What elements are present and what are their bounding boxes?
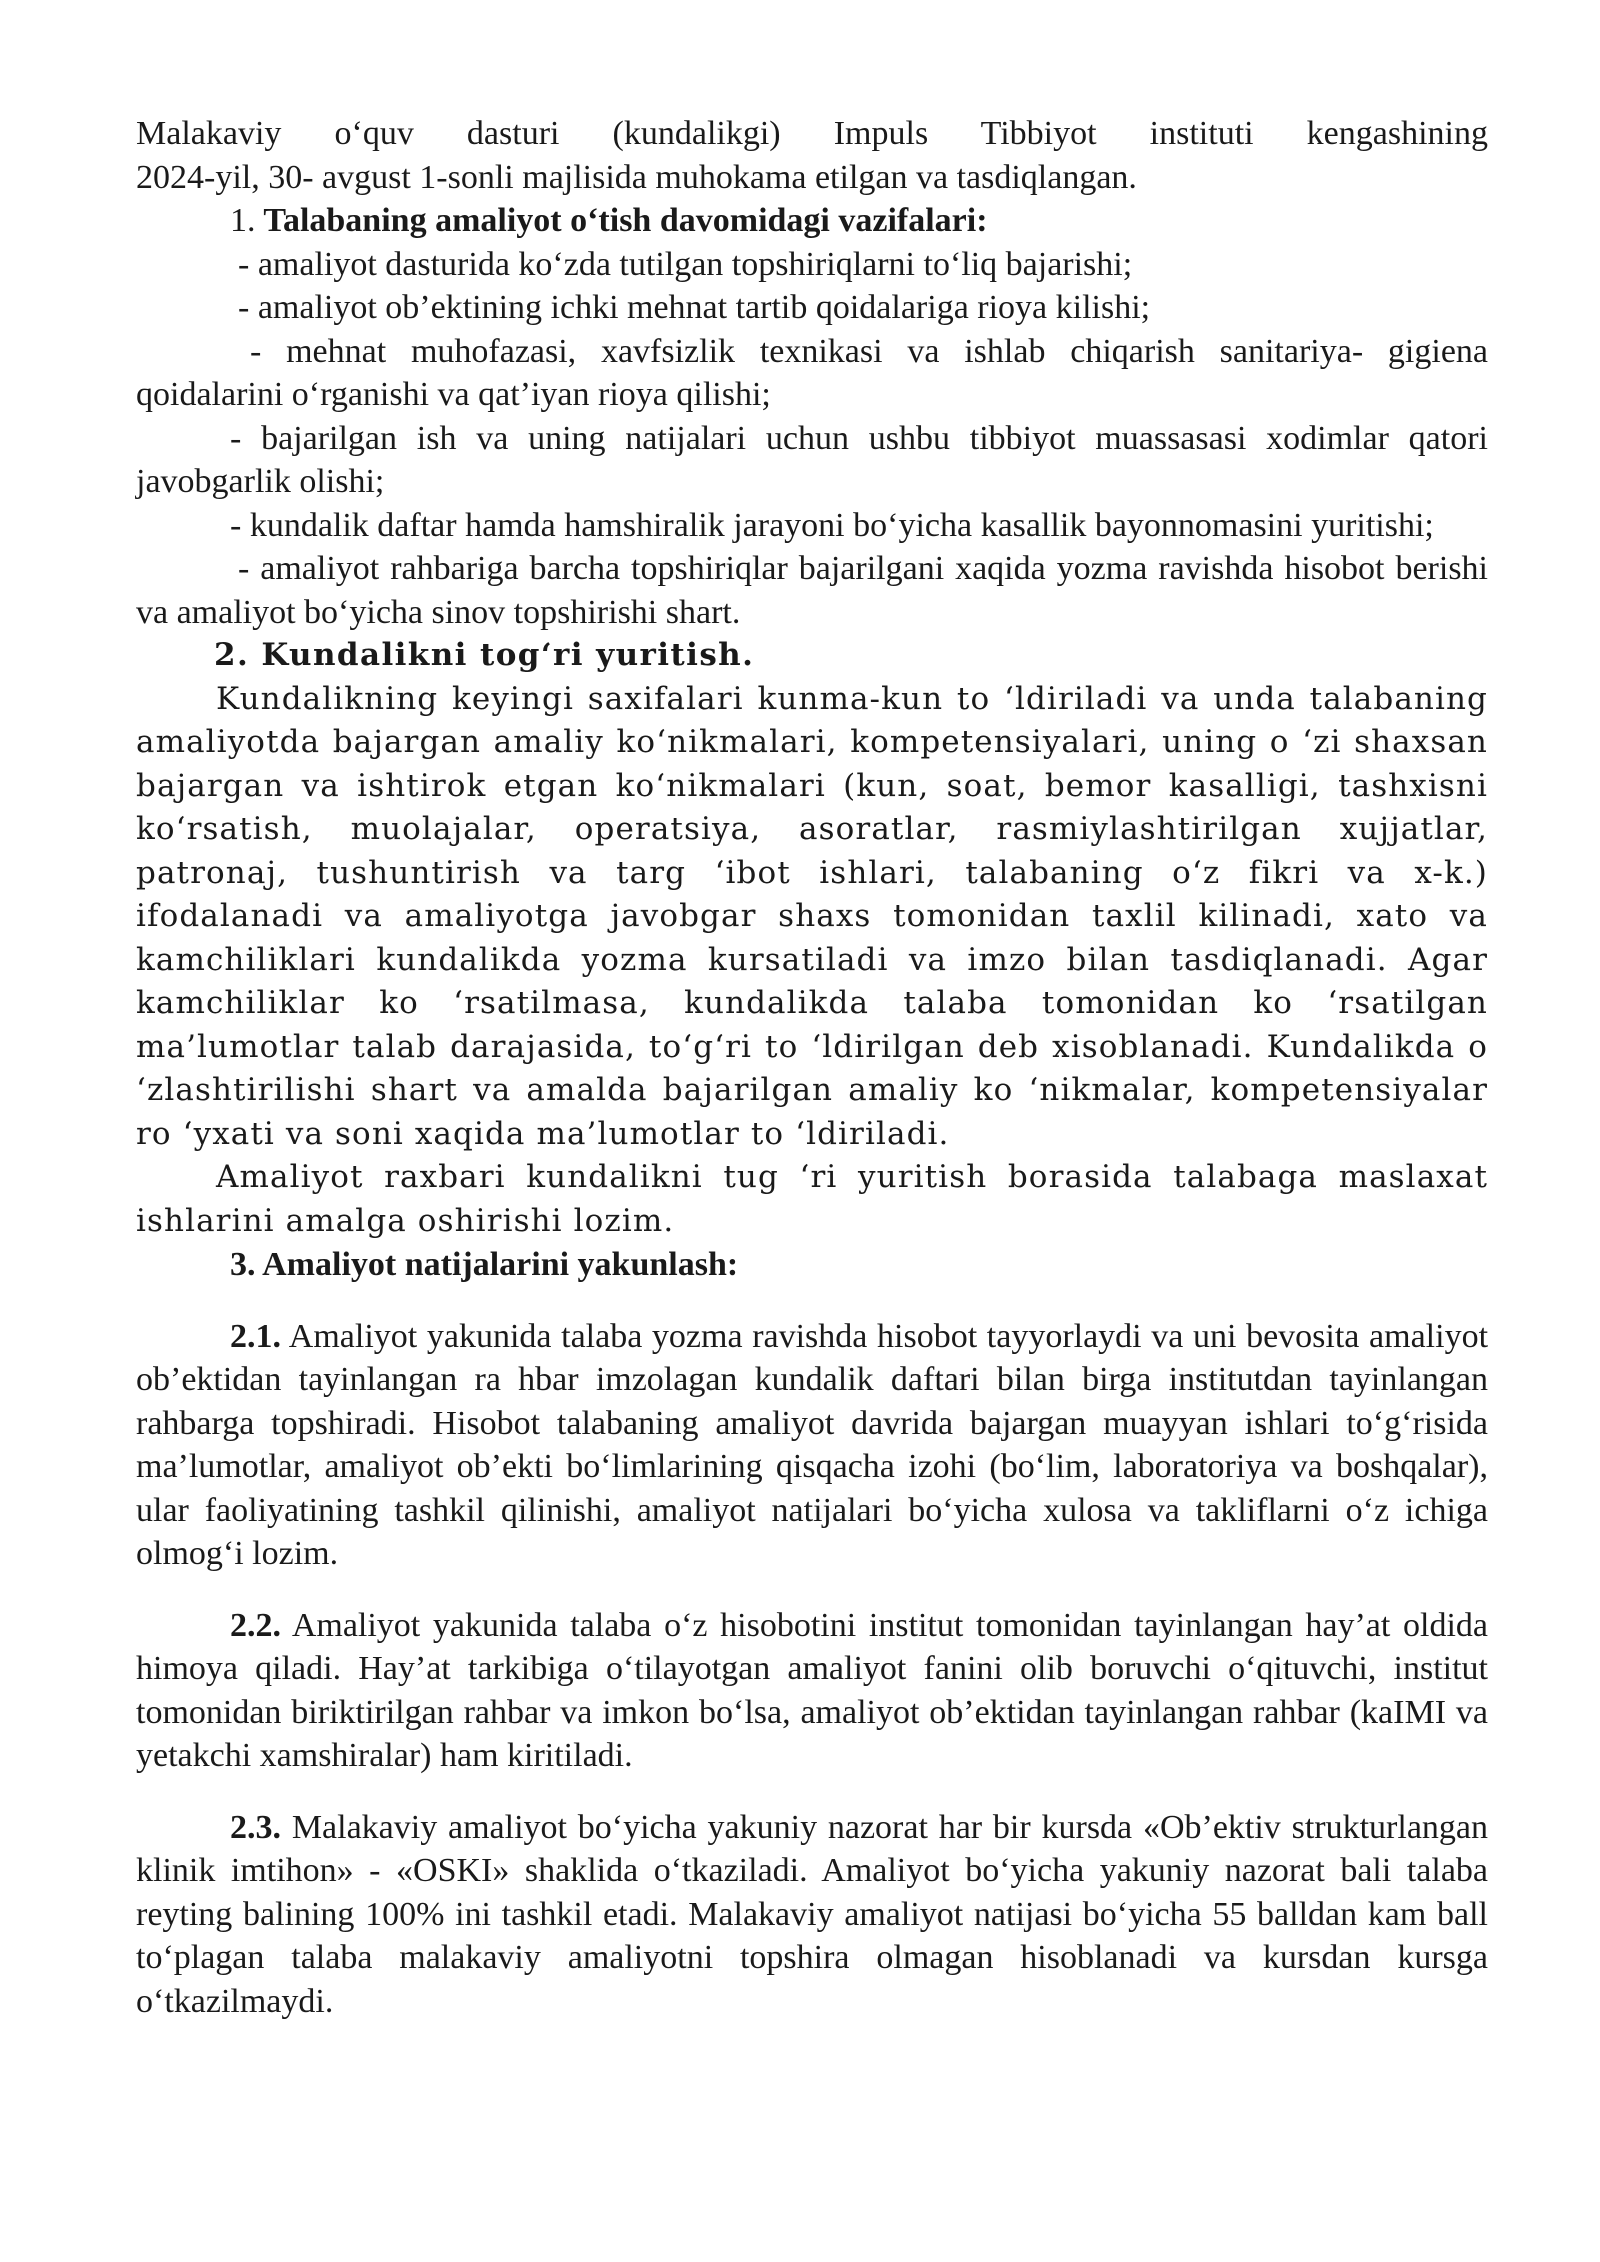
subsection-2-2-number: 2.2. — [230, 1606, 281, 1644]
section-1-heading — [136, 199, 1488, 243]
subsection-2-2-text: Amaliyot yakunida talaba o‘z hisobotini institut tomonidan tayinlangan hay’at oldida himoya qiladi. Hay’at tarkibiga o‘tilayotgan amaliyot fanini olib boruvchi o‘qituvchi, institut tomonidan biriktirilgan rahbar va imkon bo‘lsa, amaliyot ob’ektidan tayinlangan rahbar (kaIMI va yetakchi xamshiralar) ham kiritiladi. — [136, 1606, 1489, 1774]
section-1-title: Talabaning amaliyot o‘tish davomidagi vazifalari: — [263, 202, 988, 239]
section-1-item: - amaliyot ob’ektining ichki mehnat tartib qoidalariga rioya kilishi; — [238, 289, 1151, 326]
subsection-2-3-text: Malakaviy amaliyot bo‘yicha yakuniy nazorat har bir kursda «Ob’ektiv strukturlangan klinik imtihon» - «OSKI» shaklida o‘tkaziladi. Amaliyot bo‘yicha yakuniy nazorat bali talaba reyting balining 100% ini tashkil etadi. Malakaviy amaliyot natijasi bo‘yicha 55 balldan kam ball to‘plagan talaba malakaviy amaliyotni topshira olmagan hisoblanadi va kursdan kursga o‘tkazilmaydi. — [136, 1808, 1489, 2020]
subsection-2-2 — [136, 1604, 1488, 1778]
subsection-2-1 — [136, 1315, 1488, 1576]
section-2-paragraph-1: Kundalikning keyingi saxifalari kunma-kun to ‘ldiriladi va unda talabaning amaliyotda bajargan amaliy ko‘nikmalari, kompetensiyalari, uning o ‘zi shaxsan bajargan va ishtirok etgan ko‘nikmalari (kun, soat, bemor kasalligi, tashxisni ko‘rsatish, muolajalar, operatsiya, asoratlar, rasmiylashtirilgan xujjatlar, patronaj, tushuntirish va targ ‘ibot ishlari, talabaning o‘z fikri va x-k.) ifodalanadi va amaliyotga javobgar shaxs tomonidan taxlil kilinadi, xato va kamchiliklari kundalikda yozma kursatiladi va imzo bilan tasdiqlanadi. Agar kamchiliklar ko ‘rsatilmasa, kundalikda talaba tomonidan ko ‘rsatilgan ma’lumotlar talab darajasida, to‘g‘ri to ‘ldirilgan deb xisoblanadi. Kundalikda o ‘zlashtirilishi shart va amalda bajarilgan amaliy ko ‘nikmalar, kompetensiyalar ro ‘yxati va soni xaqida ma’lumotlar to ‘ldiriladi. — [136, 680, 1488, 1152]
subsection-2-3 — [136, 1806, 1488, 2024]
subsection-2-3-number: 2.3. — [230, 1808, 281, 1846]
section-1-item: - kundalik daftar hamda hamshiralik jarayoni bo‘yicha kasallik bayonnomasini yuritishi; — [230, 506, 1434, 544]
subsection-2-1-text: Amaliyot yakunida talaba yozma ravishda hisobot tayyorlaydi va uni bevosita amaliyot ob’ektidan tayinlangan ra hbar imzolagan kundalik daftari bilan birga institutdan tayinlangan rahbarga topshiradi. Hisobot talabaning amaliyot davrida bajargan muayyan ishlari to‘g‘risida ma’lumotlar, amaliyot ob’ekti bo‘limlarining qisqacha izohi (bo‘lim, laboratoriya va boshqalar), ular faoliyatining tashkil qilinishi, amaliyot natijalari bo‘yicha xulosa va takliflarni o‘z ichiga olmog‘i lozim. — [136, 1317, 1489, 1572]
section-2-paragraph-2: Amaliyot raxbari kundalikni tug ‘ri yuritish borasida talabaga maslaxat ishlarini amalga oshirishi lozim. — [136, 1159, 1488, 1239]
document-page — [136, 112, 1488, 2023]
section-3-title: 3. Amaliyot natijalarini yakunlash: — [230, 1246, 739, 1283]
section-1-item: - amaliyot rahbariga barcha topshiriqlar bajarilgani xaqida yozma ravishda hisobot berishi va amaliyot bo‘yicha sinov topshirishi shart. — [136, 550, 1488, 631]
section-1-item: - mehnat muhofazasi, xavfsizlik texnikasi va ishlab chiqarish sanitariya- gigiena qoidalarini o‘rganishi va qat’iyan rioya qilishi; — [136, 332, 1488, 413]
subsection-2-1-number: 2.1. — [230, 1317, 281, 1355]
section-1-number: 1. — [230, 202, 256, 239]
intro-line-2: 2024-yil, 30- avgust 1-sonli majlisida muhokama etilgan va tasdiqlangan. — [136, 158, 1137, 196]
section-2-title: 2. Kundalikni tog‘ri yuritish. — [214, 637, 755, 673]
section-1-item: - amaliyot dasturida ko‘zda tutilgan topshiriqlarni to‘liq bajarishi; — [238, 245, 1133, 283]
intro-line-1: Malakaviy o‘quv dasturi (kundalikgi) Impuls Tibbiyot instituti kengashining — [136, 115, 1488, 152]
section-1-item: - bajarilgan ish va uning natijalari uchun ushbu tibbiyot muassasasi xodimlar qatori javobgarlik olishi; — [136, 419, 1488, 500]
